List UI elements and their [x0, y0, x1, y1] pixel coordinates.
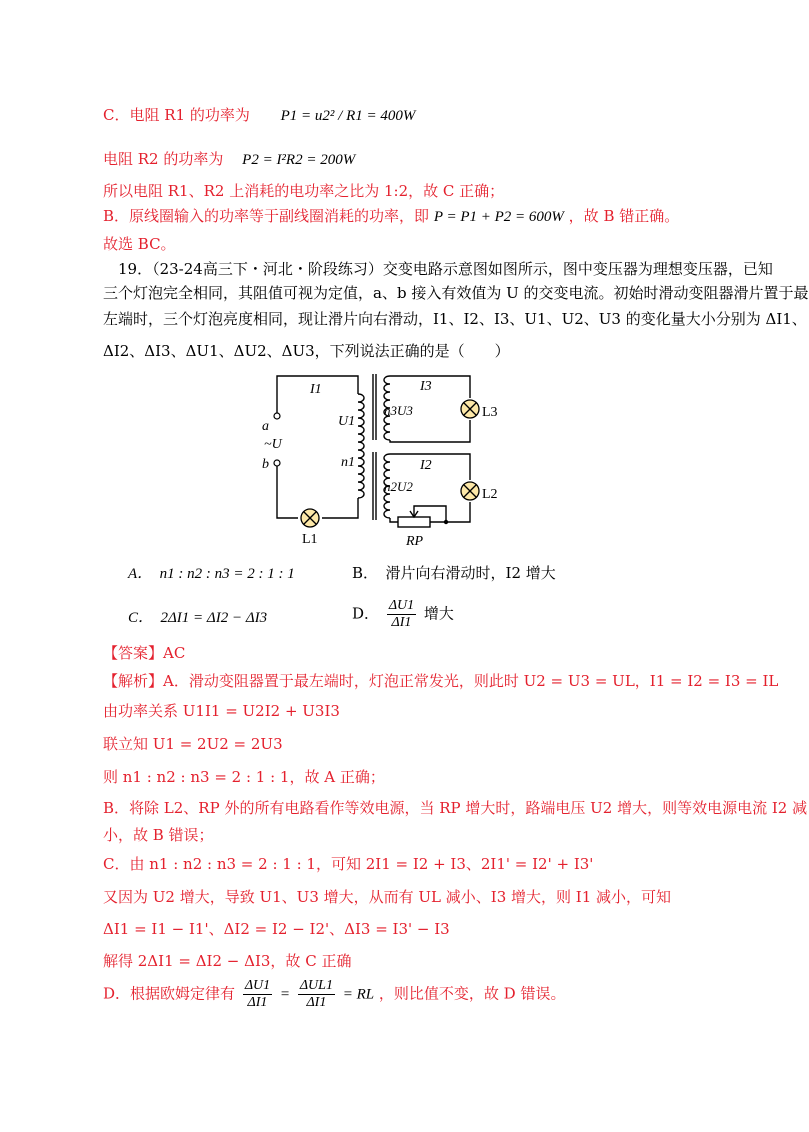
- option-c-text: C． 2ΔI1 = ΔI2 − ΔI3: [128, 610, 268, 626]
- analysis-d-frac1-den: ΔI1: [247, 995, 268, 1010]
- option-d-prefix: D．: [352, 604, 380, 623]
- analysis-c4: 解得 2ΔI1 = ΔI2 − ΔI3，故 C 正确: [103, 952, 352, 970]
- label-rp: RP: [406, 534, 424, 549]
- r2-label: 电阻 R2 的功率为: [103, 150, 224, 168]
- label-n2u2: n2U2: [384, 479, 413, 494]
- choose-line: 故选 BC。: [103, 235, 176, 253]
- label-u1: U1: [338, 414, 356, 429]
- option-b[interactable]: [352, 562, 556, 584]
- analysis-d-eq: = RL: [342, 986, 375, 1003]
- analysis-a3: 联立知 U1 = 2U2 = 2U3: [103, 735, 283, 753]
- option-d[interactable]: [352, 598, 454, 631]
- b-line-a: B．原线圈输入的功率等于副线圈消耗的功率，即: [103, 207, 430, 225]
- analysis-c1: C．由 n1 : n2 : n3 = 2 : 1 : 1，可知 2I1 = I2 + I3、2I1' = I2' + I3': [103, 855, 594, 873]
- analysis-d-frac2-num: ΔUL1: [299, 978, 333, 993]
- analysis-d-suffix: ，则比值不变，故 D 错误。: [378, 984, 566, 1003]
- label-b: b: [262, 457, 269, 472]
- analysis-d-frac1-num: ΔU1: [244, 978, 271, 993]
- label-i2: I2: [420, 458, 432, 473]
- label-u: ~U: [264, 437, 282, 452]
- option-d-den: ΔI1: [391, 615, 412, 630]
- option-a[interactable]: [128, 562, 295, 585]
- analysis-d-prefix: D．根据欧姆定律有: [103, 984, 236, 1003]
- option-a-text: A． n1 : n2 : n3 = 2 : 1 : 1: [128, 566, 295, 582]
- q19-line-3: 左端时，三个灯泡亮度相同，现让滑片向右滑动，I1、I2、I3、U1、U2、U3 的变化量大小分别为 ΔI1、: [103, 310, 807, 328]
- option-d-num: ΔU1: [388, 598, 415, 613]
- b-line: [103, 205, 679, 228]
- analysis-d-frac2: [298, 978, 335, 1011]
- label-n1: n1: [341, 455, 355, 470]
- analysis-c3: ΔI1 = I1 − I1'、ΔI2 = I2 − I2'、ΔI3 = I3' − I3: [103, 920, 450, 938]
- c-r1-line: [103, 104, 415, 127]
- option-d-suffix: 增大: [423, 604, 454, 623]
- b-line-b: ，故 B 错正确。: [568, 207, 680, 225]
- label-i1: I1: [310, 382, 322, 397]
- analysis-a2: 由功率关系 U1I1 = U2I2 + U3I3: [103, 702, 340, 720]
- answer-line: 【答案】AC: [103, 644, 186, 662]
- option-d-fraction: [387, 598, 416, 631]
- analysis-a1: 【解析】A．滑动变阻器置于最左端时，灯泡正常发光，则此时 U2 = U3 = UL，I1 = I2 = I3 = IL: [103, 672, 779, 690]
- label-l1: L1: [302, 532, 318, 547]
- option-c[interactable]: [128, 606, 267, 629]
- label-l3: L3: [482, 405, 498, 420]
- c-r1-formula: P1 = u2² / R1 = 400W: [280, 108, 416, 124]
- b-formula: P = P1 + P2 = 600W: [433, 209, 564, 225]
- label-a: a: [262, 419, 269, 434]
- analysis-b2: 小，故 B 错误；: [103, 826, 214, 844]
- analysis-c2: 又因为 U2 增大，导致 U1、U3 增大，从而有 UL 减小、I3 增大，则 I1 减小，可知: [103, 888, 672, 906]
- q19-line-2: 三个灯泡完全相同，其阻值可视为定值，a、b 接入有效值为 U 的交变电流。初始时滑动变阻器滑片置于最: [103, 284, 809, 302]
- q19-line-1: 19．（23-24高三下・河北・阶段练习）交变电路示意图如图所示，图中变压器为理想变压器，已知: [118, 260, 773, 278]
- analysis-b1: B．将除 L2、RP 外的所有电路看作等效电源，当 RP 增大时，路端电压 U2 增大，则等效电源电流 I2 减: [103, 799, 808, 817]
- analysis-d-frac2-den: ΔI1: [306, 995, 327, 1010]
- analysis-d-frac1: [243, 978, 272, 1011]
- option-b-text: B． 滑片向右滑动时，I2 增大: [352, 564, 556, 582]
- ratio-line: 所以电阻 R1、R2 上消耗的电功率之比为 1:2，故 C 正确；: [103, 182, 505, 200]
- analysis-a4: 则 n1 : n2 : n3 = 2 : 1 : 1，故 A 正确；: [103, 768, 385, 786]
- r2-formula: P2 = I²R2 = 200W: [242, 152, 356, 168]
- q19-line-4: ΔI2、ΔI3、ΔU1、ΔU2、ΔU3，下列说法正确的是（ ）: [103, 342, 510, 360]
- circuit-diagram: [250, 368, 498, 549]
- r2-line: [103, 148, 355, 171]
- label-n3u3: n3U3: [384, 403, 413, 418]
- label-i3: I3: [420, 379, 432, 394]
- analysis-d: D．根据欧姆定律有 $\frac{\Delta U1}{\Delta I1}$ = $\frac{\text{ΔUL1}}{\Delta I1}$ = RL ，则比值不变，故 D 错误。: [103, 978, 566, 1010]
- label-l2: L2: [482, 487, 498, 502]
- c-r1-label: C．电阻 R1 的功率为: [103, 106, 250, 124]
